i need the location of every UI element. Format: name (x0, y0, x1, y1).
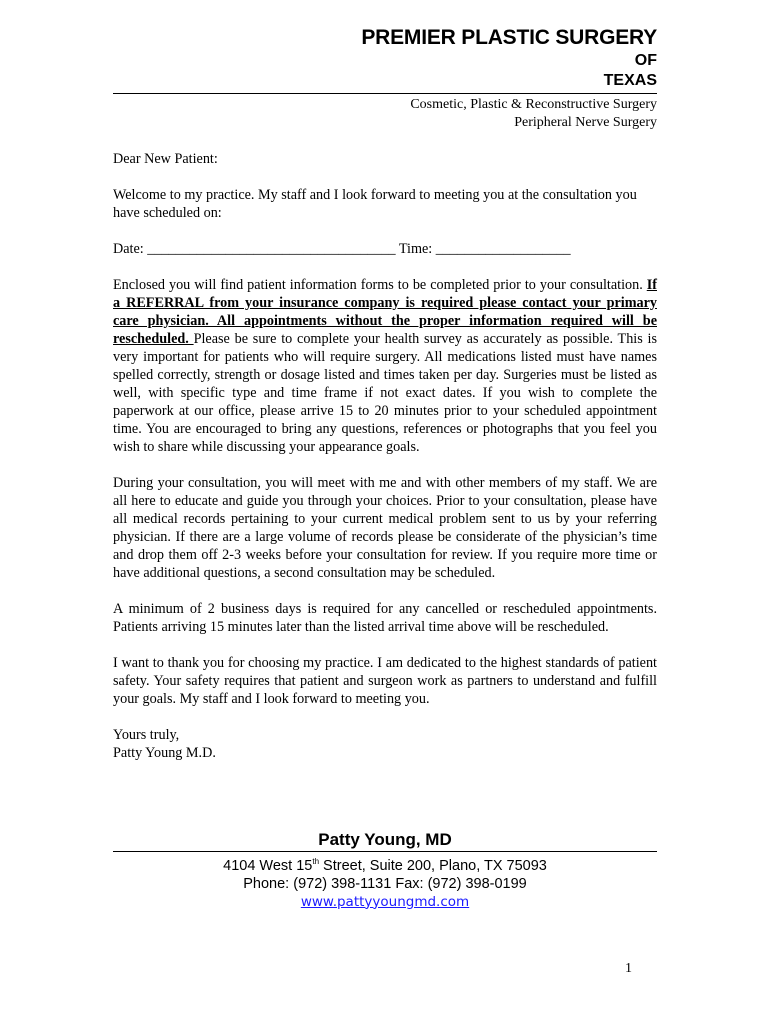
practice-title-texas: TEXAS (603, 72, 657, 89)
practice-title-of: OF (634, 52, 657, 69)
practice-title: PREMIER PLASTIC SURGERY (361, 26, 657, 49)
letter-body (113, 150, 657, 762)
thank-you-paragraph: I want to thank you for choosing my practice. I am dedicated to the highest standards of patient safety. Your safety requires that patient and surgeon work as partners to understand and fulfill your goals. My staff and I look forward to meeting you. (113, 655, 657, 707)
cancellation-paragraph: A minimum of 2 business days is required for any cancelled or rescheduled appointments. Patients arriving 15 minutes later than the listed arrival time above will be rescheduled. (113, 601, 657, 635)
footer-phone-fax: Phone: (972) 398-1131 Fax: (972) 398-0199 (243, 875, 527, 892)
welcome-paragraph: Welcome to my practice. My staff and I look forward to meeting you at the consultation you have scheduled on: (113, 187, 637, 221)
address-prefix: 4104 West 15 (223, 857, 313, 874)
signature-block (113, 726, 657, 762)
date-time-line: Date: ___________________________________ Time: ___________________ (113, 241, 571, 257)
website-link[interactable]: www.pattyyoungmd.com (300, 893, 470, 910)
footer-address (113, 853, 657, 875)
footer-divider (113, 851, 657, 852)
specialty-line-2: Peripheral Nerve Surgery (514, 115, 657, 130)
forms-paragraph-start: Enclosed you will find patient information forms to be completed prior to your consultation. (113, 277, 647, 293)
specialty-line-1: Cosmetic, Plastic & Reconstructive Surgery (410, 97, 657, 112)
closing: Yours truly, (113, 727, 180, 743)
consultation-paragraph: During your consultation, you will meet with me and with other members of my staff. We are all here to educate and guide you through your choices. Prior to your consultation, please have all medical records pertaining to your current medical problem sent to us by your referring physician. If there are a large volume of records please be considerate of the physician’s time and drop them off 2-3 weeks before your consultation for review. If you require more time or have additional questions, a second consultation may be scheduled. (113, 475, 657, 581)
referral-notice: If a REFERRAL from your insurance company is required please contact your primary care physician. All appointments without the proper information required will be rescheduled. (113, 277, 657, 347)
address-suffix: Street, Suite 200, Plano, TX 75093 (319, 857, 547, 874)
footer-contact (113, 853, 657, 911)
address-ordinal: th (312, 857, 320, 866)
signer-name: Patty Young M.D. (113, 745, 216, 761)
forms-paragraph-end: Please be sure to complete your health survey as accurately as possible. This is very important for patients who will require surgery. All medications listed must have names spelled correctly, strength or dosage listed and times taken per day. Surgeries must be listed as well, with specific type and time frame if not exact dates. If you wish to complete the paperwork at our office, please arrive 15 to 20 minutes prior to your scheduled appointment time. You are encouraged to bring any questions, references or photographs that you feel you wish to share while discussing your appearance goals. (113, 331, 657, 455)
footer-doctor-name: Patty Young, MD (318, 830, 452, 849)
page-number: 1 (625, 961, 632, 976)
forms-paragraph (113, 276, 657, 456)
header-divider (113, 93, 657, 94)
salutation: Dear New Patient: (113, 151, 218, 167)
